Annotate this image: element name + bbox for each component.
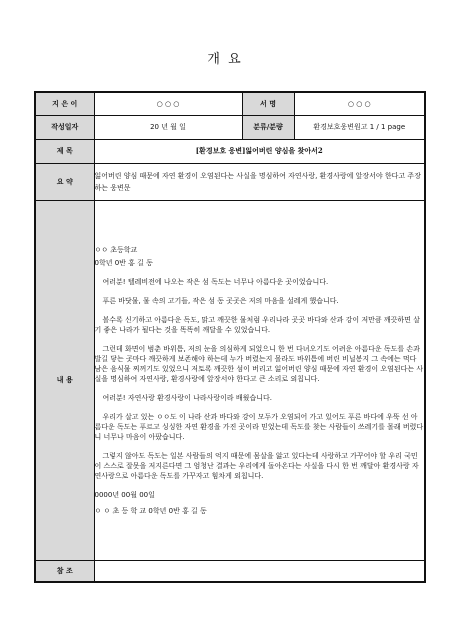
summary-row: [35, 163, 425, 200]
speech-paragraph: 그렇지 않아도 독도는 일본 사람들의 억지 때문에 몸살을 앓고 있다는데 사랑하고 가꾸어야 할 우리 국민이 스스로 잘못을 저지른다면 그 엄청난 결과는 우리에게 돌아온다는 사실을 다시 한 번 깨달아 환경사랑 자연사랑으로 아름다운 독도를 가꾸자고 힘차게 외칩니다.: [94, 451, 419, 480]
document-form-table: [34, 91, 426, 583]
date-value: 20 년 월 일: [94, 115, 242, 139]
summary-label: 요 약: [35, 163, 94, 200]
author-label: 지 은 이: [35, 92, 94, 115]
reference-label: 참 조: [35, 560, 94, 582]
category-value: 환경보호웅변원고 1 / 1 page: [294, 115, 425, 139]
reviewer-value: ○ ○ ○: [294, 92, 425, 115]
speech-signature: ㅇ ㅇ 초 등 학 교 0학년 0반 홍 길 동: [94, 506, 207, 515]
reference-row: [35, 560, 425, 582]
summary-value: 잃어버린 양심 때문에 자연 환경이 오염된다는 사실을 명심하여 자연사랑, 환경사랑에 앞장서야 한다고 주장하는 웅변문: [94, 163, 425, 200]
speech-paragraph: 여러분! 자연사랑 환경사랑이 나라사랑이라 배웠습니다.: [102, 393, 272, 402]
page-title: 개 요: [207, 52, 243, 67]
date-label: 작성일자: [35, 115, 94, 139]
subject-value: [환경보호 웅변]잃어버린 양심을 찾아서2: [94, 139, 425, 163]
speech-paragraph: 우리가 살고 있는 ㅇㅇ도 이 나라 산과 바다와 강이 모두가 오염되어 가고 있어도 푸른 바다에 우뚝 선 아름다운 독도는 푸르고 싱싱한 자연 환경을 가진 곳이라 믿었는데 독도를 찾는 사람들이 쓰레기를 몰래 버렸다니 너무나 마음이 아팠습니다.: [94, 412, 424, 441]
speech-paragraph: 그런데 화면이 범춘 바위틈, 저의 눈을 의심하게 되었으니 한 번 다녀오기도 어려운 아름다운 독도를 손과 발길 닿는 곳마다 깨끗하게 보존해야 하는데 누가 버렸는지 몰라도 바위틈에 버린 비닐봉지 그 속에는 먹다 남은 음식물 찌꺼기도 있었으니 저토록 깨끗한 섬이 버리고 잃어버린 양심 때문에 자연 환경이 오염된다는 사실을 명심하여 자연사랑, 환경사랑에 앞장서야 한다고 큰 소리로 외칩니다.: [94, 344, 424, 383]
speech-paragraph: 여러분! 텔레비전에 나오는 작은 섬 독도는 너무나 아름다운 곳이었습니다.: [102, 277, 329, 286]
speech-paragraph: 볼수록 신기하고 아름다운 독도, 맑고 깨끗한 물처럼 우리나라 곳곳 바다와 산과 강이 저만큼 깨끗하면 살기 좋은 나라가 될다는 것을 똑똑히 깨달을 수 있었습니다.: [94, 315, 420, 334]
content-label: 내 용: [35, 200, 94, 560]
reference-value: [94, 560, 425, 582]
speaker-school: ㅇㅇ 초등학교: [94, 245, 138, 254]
author-value: ○ ○ ○: [94, 92, 242, 115]
speaker-name: 0학년 0반 홍 길 동: [94, 258, 153, 267]
content-body: [94, 200, 425, 560]
date-row: [35, 115, 425, 139]
category-label: 분류/분량: [242, 115, 294, 139]
author-row: [35, 92, 425, 115]
subject-row: [35, 139, 425, 163]
speech-paragraph: 푸른 바닷물, 물 속의 고기들, 작은 섬 동 곳곳은 저의 마음을 설레게 했습니다.: [102, 296, 339, 305]
speech-date: 0000년 00월 00일: [94, 490, 155, 499]
content-row: [35, 200, 425, 560]
subject-label: 제 목: [35, 139, 94, 163]
reviewer-label: 서 명: [242, 92, 294, 115]
